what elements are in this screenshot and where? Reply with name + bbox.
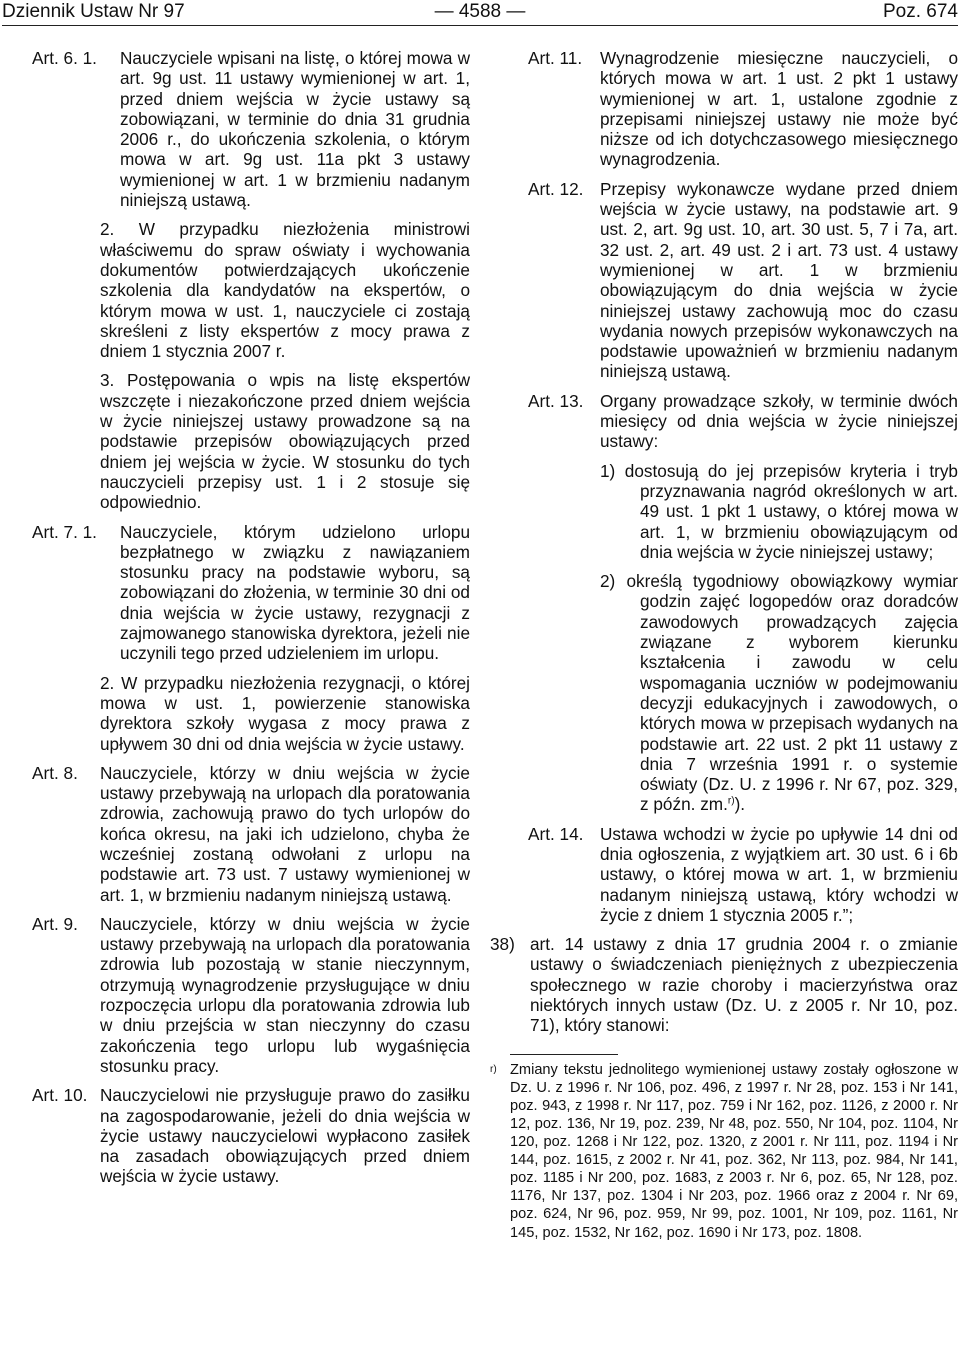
article-label: Art. 8. bbox=[32, 762, 78, 783]
item-text-end: ). bbox=[734, 794, 746, 815]
amendment-label: 38) bbox=[490, 934, 515, 955]
article-label: Art. 10. bbox=[32, 1085, 88, 1106]
paragraph-text: 2. W przypadku niezłożenia ministrowi właściwemu do spraw oświaty i wychowania dokumentów potwierdzających ukończenie szkolenia dla kandydatów na ekspertów, o którym mowa w ust. 1, nauczyciele ci zostają skreśleni z listy ekspertów z mocy prawa z dniem 1 stycznia 2007 r. bbox=[100, 219, 470, 362]
article-label: Art. 13. bbox=[528, 390, 584, 411]
article-label: Art. 12. bbox=[528, 178, 584, 199]
page-header bbox=[0, 0, 960, 22]
amendment-text: art. 14 ustawy z dnia 17 grudnia 2004 r. o zmianie ustawy o świadczeniach pieniężnych z ubezpieczenia społecznego w razie choroby i macierzyństwa oraz niektórych innych ustaw (Dz. U. z 2005 r. Nr 10, poz. 71), który stanowi: bbox=[530, 934, 958, 1036]
article-13 bbox=[490, 391, 958, 452]
article-text: Nauczyciele wpisani na listę, o której mowa w art. 9g ust. 11 ustawy wymienionej w art. 1, przed dniem wejścia w życie ustawy są zobowiązani, w terminie do dnia 31 grudnia 2006 r., do ukończenia szkolenia, o którym mowa w art. 9g ust. 11a pkt 3 ustawy wymienionej w art. 1 w brzmieniu nadanym niniejszą ustawą. bbox=[120, 48, 470, 211]
footnote-reference: r) bbox=[727, 795, 735, 807]
article-6-paragraph-3 bbox=[32, 370, 470, 512]
article-14 bbox=[490, 824, 958, 925]
article-8 bbox=[32, 763, 470, 905]
article-label: Art. 9. bbox=[32, 913, 78, 934]
journal-title: Dziennik Ustaw Nr 97 bbox=[2, 1, 185, 22]
footnote bbox=[490, 1061, 958, 1242]
page-number: — 4588 — bbox=[434, 1, 526, 22]
paragraph-text: 3. Postępowania o wpis na listę ekspertów wszczęte i niezakończone przed dniem wejścia w życie niniejszej ustawy prowadzone są na podstawie przepisów obowiązujących przed dniem jej wejścia w życie. W stosunku do tych nauczycieli przepisy ust. 1 i 2 stosuje się odpowiednio. bbox=[100, 370, 470, 513]
right-column bbox=[490, 48, 958, 1251]
footnote-divider bbox=[510, 1054, 618, 1055]
article-9 bbox=[32, 914, 470, 1076]
article-6-paragraph-2 bbox=[32, 219, 470, 361]
paragraph-text: 2. W przypadku niezłożenia rezygnacji, o której mowa w ust. 1, powierzenie stanowiska dyrektora szkoły wygasa z mocy prawa z upływem 30 dni od dnia wejścia w życie ustawy. bbox=[100, 672, 470, 754]
article-label: Art. 6. 1. bbox=[32, 48, 97, 68]
article-text: Nauczyciele, którym udzielono urlopu bezpłatnego w związku z nawiązaniem stosunku pracy na podstawie wyboru, są zobowiązani do złożenia, w terminie 30 dni od dnia wejścia w życie ustawy, rezygnacji z zajmowanego stanowiska dyrektora, jeżeli nie uczynili tego przed udzieleniem im urlopu. bbox=[120, 521, 470, 664]
article-11 bbox=[490, 48, 958, 170]
header-divider bbox=[2, 25, 958, 26]
article-6 bbox=[32, 48, 470, 210]
article-13-item-2 bbox=[600, 571, 958, 815]
article-text: Nauczyciele, którzy w dniu wejścia w życie ustawy przebywają na urlopach dla poratowania zdrowia, zachowują prawo do tych urlopów do końca okresu, na jaki ich udzielono, chyba że wcześniej zostaną odwołani z urlopu na podstawie art. 73 ust. 7 ustawy wymienionej w art. 1, w brzmieniu nadanym niniejszą ustawą. bbox=[100, 762, 470, 905]
left-column bbox=[32, 48, 470, 1196]
article-13-item-1 bbox=[600, 461, 958, 562]
article-text: Przepisy wykonawcze wydane przed dniem wejścia w życie ustawy, na podstawie art. 9 ust. 2, art. 9g ust. 10, art. 30 ust. 5, 7 i 7a, art. 32 ust. 2, art. 49 ust. 2 i art. 73 ust. 4 ustawy wymienionej w art. 1 w brzmieniu obowiązującym do dnia wejścia w życie niniejszej ustawy zachowują moc do czasu wydania nowych przepisów wykonawczych na podstawie upoważnień w brzmieniu nadanym niniejszą ustawą. bbox=[600, 178, 958, 382]
article-10 bbox=[32, 1085, 470, 1186]
article-7-paragraph-2 bbox=[32, 673, 470, 754]
article-text: Ustawa wchodzi w życie po upływie 14 dni od dnia ogłoszenia, z wyjątkiem art. 30 ust. 6 i 6b ustawy, o której mowa w art. 1, w brzmieniu nadanym niniejszą ustawą, który wchodzi w życie z dniem 1 stycznia 2005 r.”; bbox=[600, 823, 958, 925]
article-label: Art. 14. bbox=[528, 823, 584, 844]
footnote-mark: r) bbox=[490, 1063, 497, 1075]
article-12 bbox=[490, 179, 958, 382]
item-text: 1) dostosują do jej przepisów kryteria i tryb przyznawania nagród określonych w art. 49 ust. 1 pkt 1 ustawy, o której mowa w art. 1, w brzmieniu obowiązującym od dnia wejścia w życie niniejszej ustawy; bbox=[600, 460, 958, 562]
article-label: Art. 11. bbox=[528, 48, 583, 68]
item-text: 2) określą tygodniowy obowiązkowy wymiar godzin zajęć logopedów oraz doradców zawodowych prowadzących zajęcia związane z wyborem kierunku kształcenia i zawodu w celu wspomagania uczniów w podejmowaniu decyzji edukacyjnych i zawodowych, o których mowa w przepisach wydanych na podstawie art. 22 ust. 2 pkt 11 ustawy z dnia 7 września 1991 r. o systemie oświaty (Dz. U. z 1996 r. Nr 67, poz. 329, z późn. zm. bbox=[600, 571, 958, 815]
article-7 bbox=[32, 522, 470, 664]
article-label: Art. 7. 1. bbox=[32, 521, 97, 542]
amendment-38 bbox=[490, 934, 958, 1036]
article-text: Nauczyciele, którzy w dniu wejścia w życie ustawy przebywają na urlopach dla poratowania zdrowia lub pozostają w stanie nieczynnym, otrzymują wynagrodzenie przysługujące w dniu rozpoczęcia urlopu dla poratowania zdrowia lub w dniu przejścia w stan nieczynny do czasu zakończenia tego urlopu lub wygaśnięcia stosunku pracy. bbox=[100, 913, 470, 1076]
article-text: Nauczycielowi nie przysługuje prawo do zasiłku na zagospodarowanie, jeżeli do dnia wejścia w życie ustawy nauczycielowi wypłacono zasiłek na zasadach obowiązujących przed dniem wejścia w życie ustawy. bbox=[100, 1085, 470, 1187]
article-text: Wynagrodzenie miesięczne nauczycieli, o których mowa w art. 1 ust. 2 pkt 1 ustawy wymienionej w art. 1, ustalone zgodnie z przepisami niniejszej ustawy nie może być niższe od ich dotychczasowego miesięcznego wynagrodzenia. bbox=[600, 48, 958, 170]
article-text: Organy prowadzące szkoły, w terminie dwóch miesięcy od dnia wejścia w życie niniejszej ustawy: bbox=[600, 390, 958, 452]
position-number: Poz. 674 bbox=[883, 1, 958, 22]
footnote-text: Zmiany tekstu jednolitego wymienionej ustawy zostały ogłoszone w Dz. U. z 1996 r. Nr 106, poz. 496, z 1997 r. Nr 28, poz. 153 i Nr 141, poz. 943, z 1998 r. Nr 117, poz. 759 i Nr 162, poz. 1126, z 2000 r. Nr 12, poz. 136, Nr 19, poz. 239, Nr 48, poz. 550, Nr 104, poz. 1104, Nr 120, poz. 1268 i Nr 122, poz. 1320, z 2001 r. Nr 111, poz. 1194 i Nr 144, poz. 1615, z 2002 r. Nr 41, poz. 362, Nr 113, poz. 984, Nr 141, poz. 1185 i Nr 200, poz. 1683, z 2003 r. Nr 6, poz. 65, Nr 128, poz. 1176, Nr 137, poz. 1304 i Nr 203, poz. 1966 oraz z 2004 r. Nr 69, poz. 624, Nr 96, poz. 959, Nr 99, poz. 1001, Nr 109, poz. 1161, Nr 145, poz. 1532, Nr 162, poz. 1690 i Nr 173, poz. 1808. bbox=[510, 1061, 958, 1241]
